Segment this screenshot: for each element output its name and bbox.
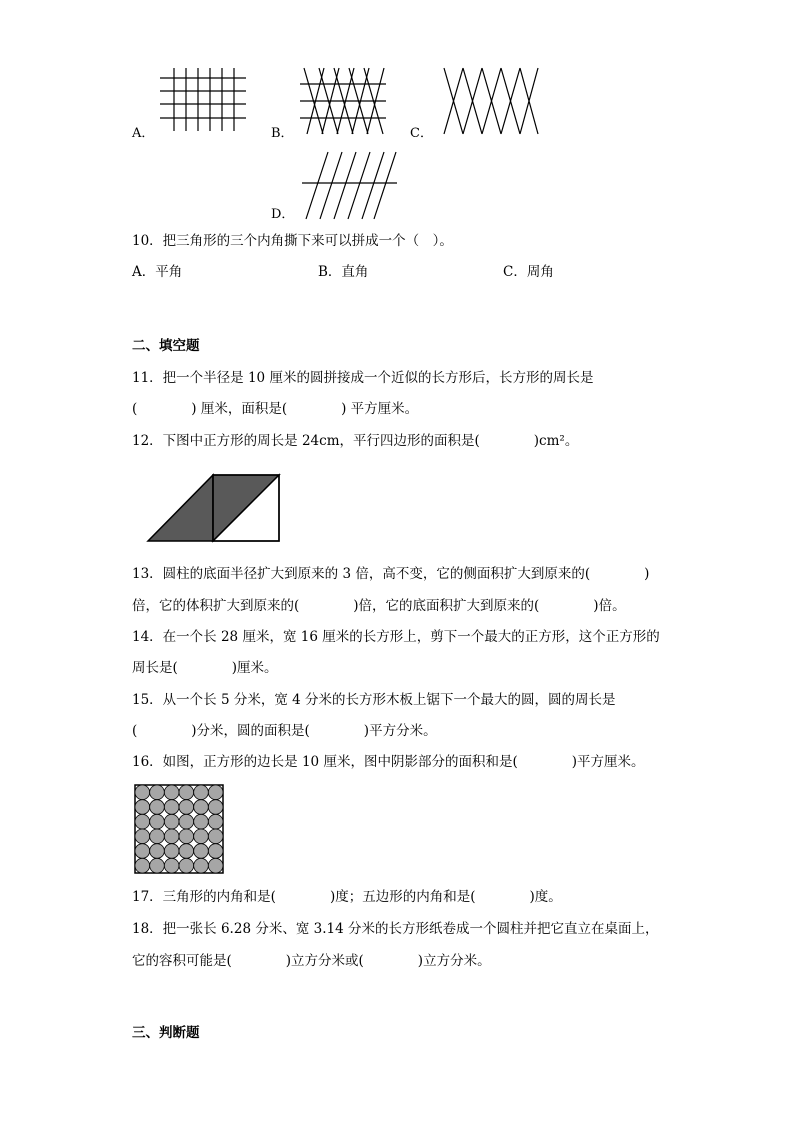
- question-13-line-2: 倍，它的体积扩大到原来的( )倍，它的底面积扩大到原来的( )倍。: [132, 598, 626, 614]
- shaded-circle: [135, 858, 150, 873]
- shaded-circle: [208, 858, 223, 873]
- question-15-line-2: ( )分米，圆的面积是( )平方分米。: [132, 723, 437, 739]
- shaded-circle: [208, 814, 223, 829]
- shaded-circle: [164, 844, 179, 859]
- question-10-text: 10．把三角形的三个内角撕下来可以拼成一个（ ）。: [132, 233, 453, 249]
- shaded-circle: [135, 814, 150, 829]
- option-c-label: C．: [410, 126, 433, 141]
- shaded-circle: [208, 800, 223, 815]
- shaded-circle: [164, 800, 179, 815]
- shaded-circle: [179, 844, 194, 859]
- shaded-circle: [150, 844, 165, 859]
- shaded-circle: [179, 785, 194, 800]
- question-17-line-1: 17．三角形的内角和是( )度；五边形的内角和是( )度。: [132, 889, 562, 905]
- question-15-line-1: 15．从一个长 5 分米，宽 4 分米的长方形木板上锯下一个最大的圆，圆的周长是: [132, 692, 616, 708]
- question-18-line-1: 18．把一张长 6.28 分米、宽 3.14 分米的长方形纸卷成一个圆柱并把它直立在桌面上，: [132, 921, 659, 937]
- shaded-circle: [194, 844, 209, 859]
- shaded-circle: [164, 814, 179, 829]
- shaded-circle: [194, 829, 209, 844]
- shaded-circle: [150, 800, 165, 815]
- shaded-circle: [194, 858, 209, 873]
- question-12-line-1: 12．下图中正方形的周长是 24cm，平行四边形的面积是( )cm²。: [132, 433, 579, 449]
- shaded-circle: [150, 814, 165, 829]
- shaded-circle: [194, 814, 209, 829]
- shaded-circle: [164, 829, 179, 844]
- square-outline: [135, 785, 223, 873]
- shaded-circle: [179, 814, 194, 829]
- shaded-circle: [194, 800, 209, 815]
- question-16-line-1: 16．如图，正方形的边长是 10 厘米，图中阴影部分的面积和是( )平方厘米。: [132, 754, 645, 770]
- shaded-circle: [208, 785, 223, 800]
- shaded-circle: [179, 800, 194, 815]
- question-11-line-1: 11．把一个半径是 10 厘米的圆拼接成一个近似的长方形后，长方形的周长是: [132, 370, 594, 386]
- question-11-line-2: ( ) 厘米，面积是( ) 平方厘米。: [132, 401, 419, 417]
- option-b-label: B．: [271, 126, 294, 141]
- option-a-label: A．: [132, 126, 155, 141]
- shaded-circle: [150, 858, 165, 873]
- shaded-circle: [179, 829, 194, 844]
- question-10-option-a: A．平角: [132, 264, 183, 280]
- shaded-circle: [135, 800, 150, 815]
- shaded-circle: [164, 858, 179, 873]
- section-title-judgement: 三、判断题: [132, 1025, 200, 1041]
- option-d-label: D．: [271, 207, 295, 222]
- question-14-line-1: 14．在一个长 28 厘米，宽 16 厘米的长方形上，剪下一个最大的正方形，这个正方形的: [132, 629, 660, 645]
- shaded-circle: [135, 829, 150, 844]
- shaded-circle: [135, 785, 150, 800]
- shaded-circle: [208, 844, 223, 859]
- question-18-line-2: 它的容积可能是( )立方分米或( )立方分米。: [132, 953, 491, 969]
- shaded-circle: [135, 844, 150, 859]
- question-10-option-b: B．直角: [318, 264, 369, 280]
- shaded-circle: [194, 785, 209, 800]
- question-10-option-c: C．周角: [503, 264, 554, 280]
- shaded-circle: [150, 785, 165, 800]
- shaded-circle: [164, 785, 179, 800]
- shaded-circle: [179, 858, 194, 873]
- shaded-circle: [150, 829, 165, 844]
- question-14-line-2: 周长是( )厘米。: [132, 660, 278, 676]
- question-13-line-1: 13．圆柱的底面半径扩大到原来的 3 倍，高不变，它的侧面积扩大到原来的( ): [132, 566, 650, 582]
- shaded-circle: [208, 829, 223, 844]
- section-title-fill-in: 二、填空题: [132, 338, 200, 354]
